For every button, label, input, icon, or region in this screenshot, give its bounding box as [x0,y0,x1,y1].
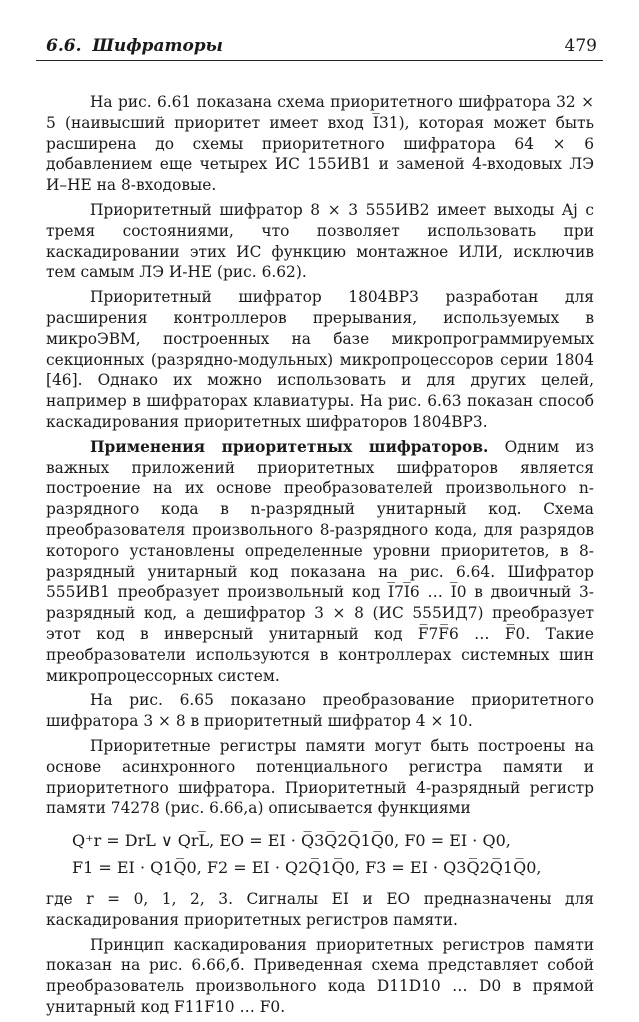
paragraph: Принцип каскадирования приоритетных регистров памяти показан на рис. 6.66,б. Приведенная схема представляет собой преобразователь произвольного кода D11D10 … D0 в прямой унитарный код F11F10 … F0. [46,935,594,1017]
paragraph: где r = 0, 1, 2, 3. Сигналы EI и EO предназначены для каскадирования приоритетных регистров памяти. [46,890,594,929]
paragraph: Приоритетный шифратор 1804ВР3 разработан для расширения контроллеров прерывания, используемых в микроЭВМ, построенных на базе микропрограммируемых секционных (разрядно-модульных) микропроцессоров серии 1804 [46]. Однако их можно использовать и для других целей, например в шифраторах клавиатуры. На рис. 6.63 показан способ каскадирования приоритетных шифраторов 1804ВР3. [46,288,594,431]
paragraph: Приоритетные регистры памяти могут быть построены на основе асинхронного потенциального регистра памяти и приоритетного шифратора. Приоритетный 4-разрядный регистр памяти 74278 (рис. 6.66,а) описывается функциями [46,736,594,818]
section-heading [46,36,223,56]
section-number: 6.6. [46,36,82,56]
paragraph: Приоритетный шифратор 8 × 3 555ИВ2 имеет выходы Aj с тремя состояниями, что позволяет использовать при каскадировании этих ИС функцию монтажное ИЛИ, исключив тем самым ЛЭ И-НЕ (рис. 6.62). [46,200,594,282]
run-in-heading: Применения приоритетных шифраторов. [90,437,489,456]
paragraph: На рис. 6.65 показано преобразование приоритетного шифратора 3 × 8 в приоритетный шифратор 4 × 10. [46,691,594,731]
paragraph-text: Одним из важных приложений приоритетных шифраторов является построение на их основе преобразователей произвольного n-разрядного кода в n-разрядный унитарный код. Схема преобразователя произвольного 8-разрядного кода, для разрядов которого установлены определенные уровни приоритетов, в 8-разрядный унитарный код показана на рис. 6.64. Шифратор 555ИВ1 преобразует произвольный код I̅7I̅6 … I̅0 в двоичный 3-разрядный код, а дешифратор 3 × 8 (ИС 555ИД7) преобразует этот код в инверсный унитарный код F̅7F̅6 … F̅0. Такие преобразователи используются в контроллерах системных шин микропроцессорных систем. [46,437,594,685]
formula-line: Q⁺r = DrL ∨ QrL̅, EO = EI · Q̅3Q̅2Q̅1Q̅0, F0 = EI · Q0, [72,831,511,851]
formula-line: F1 = EI · Q1Q̅0, F2 = EI · Q2Q̅1Q̅0, F3 = EI · Q3Q̅2Q̅1Q̅0, [72,858,542,878]
formula-block [46,827,594,881]
paragraph-applications [46,437,594,687]
section-title: Шифраторы [92,36,223,56]
text-body [46,92,594,1022]
paragraph: На рис. 6.61 показана схема приоритетного шифратора 32 × 5 (наивысший приоритет имеет вход I̅31), которая может быть расширена до схемы приоритетного шифратора 64 × 6 добавлением еще четырех ИС 155ИВ1 и заменой 4-входовых ЛЭ И–НЕ на 8-входовые. [46,93,594,195]
running-header [36,30,603,61]
page-number: 479 [564,36,597,56]
